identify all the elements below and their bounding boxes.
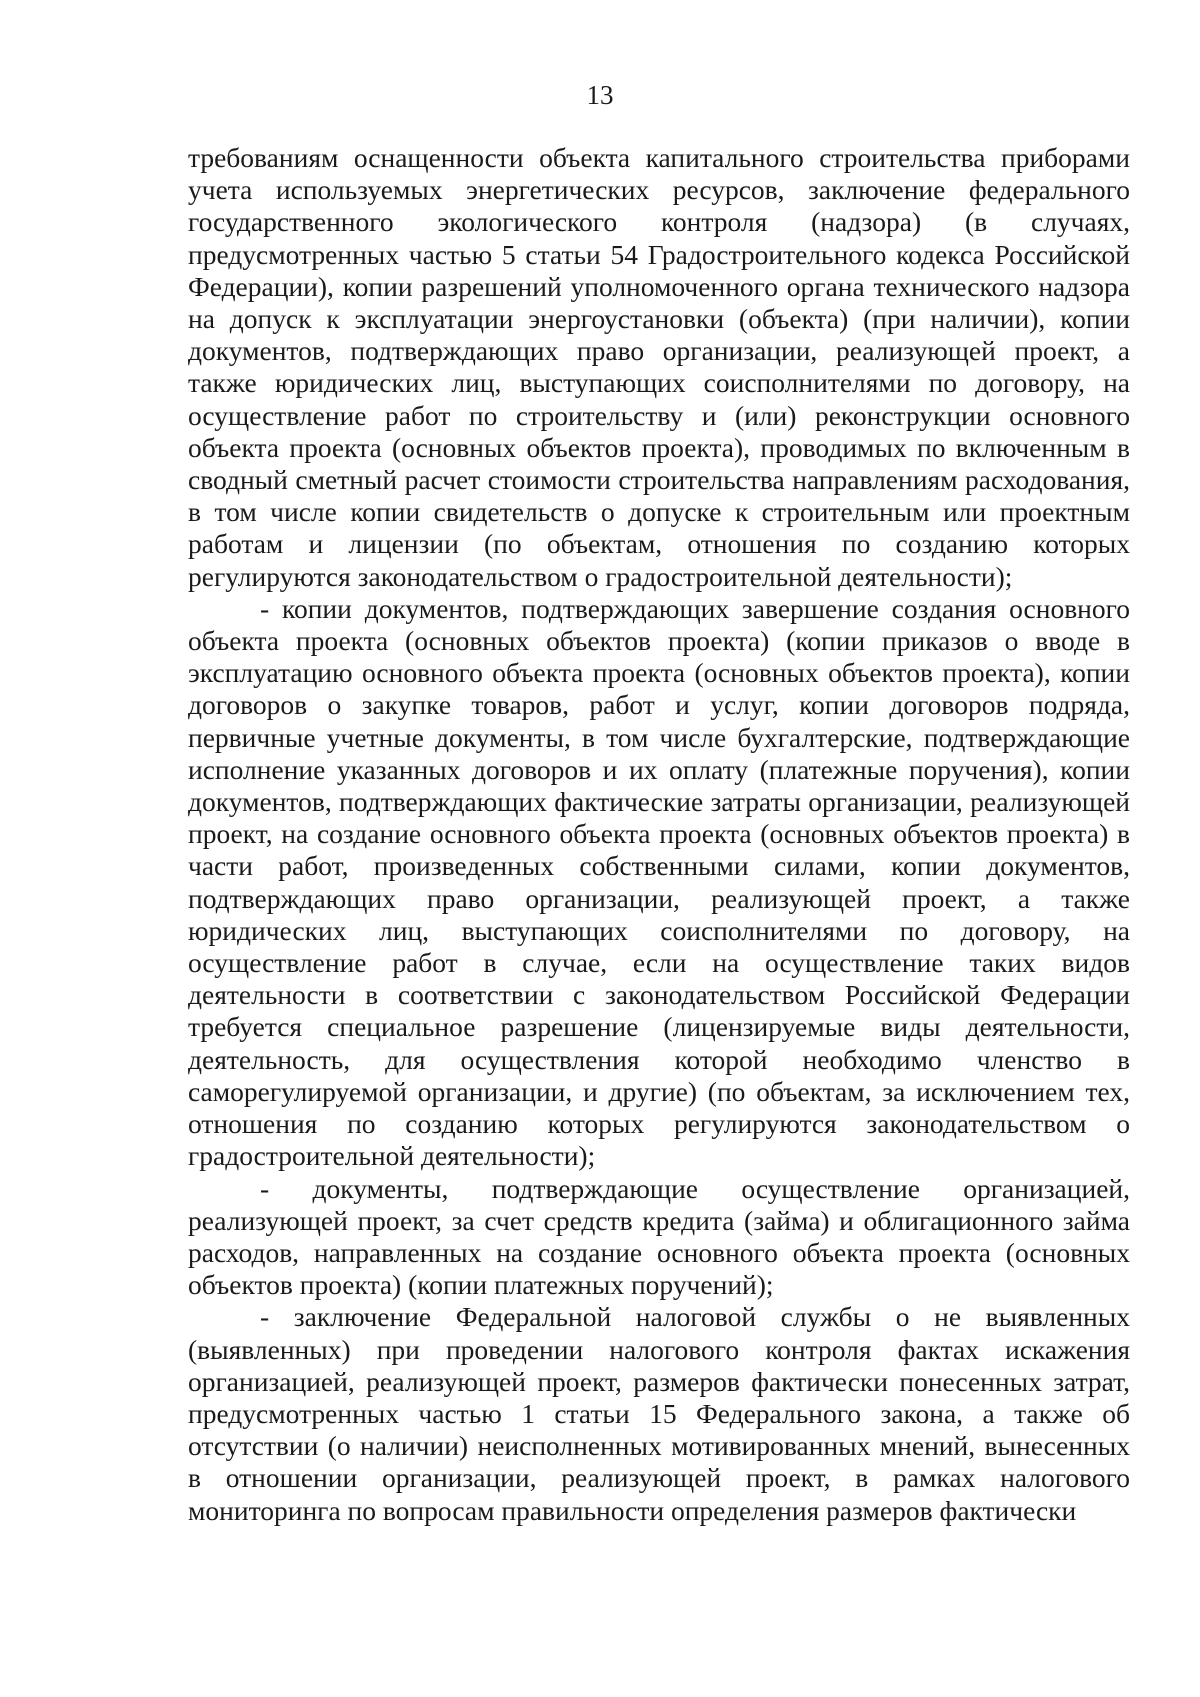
page-number: 13: [586, 80, 614, 110]
paragraph-tax-service-conclusion: - заключение Федеральной налоговой службы о не выявленных (выявленных) при проведении налогового контроля фактах искажения организацией, реализующей проект, размеров фактически понесенных затрат, предусмотренных частью 1 статьи 15 Федерального закона, а также об отсутствии (о наличии) неисполненных мотивированных мнений, вынесенных в отношении организации, реализующей проект, в рамках налогового мониторинга по вопросам правильности определения размеров фактически: [188, 1301, 1130, 1526]
paragraph-continuation: требованиям оснащенности объекта капитального строительства приборами учета используемых энергетических ресурсов, заключение федерального государственного экологического контроля (надзора) (в случаях, предусмотренных частью 5 статьи 54 Градостроительного кодекса Российской Федерации), копии разрешений уполномоченного органа технического надзора на допуск к эксплуатации энергоустановки (объекта) (при наличии), копии документов, подтверждающих право организации, реализующей проект, а также юридических лиц, выступающих соисполнителями по договору, на осуществление работ по строительству и (или) реконструкции основного объекта проекта (основных объектов проекта), проводимых по включенным в сводный сметный расчет стоимости строительства направлениям расходования, в том числе копии свидетельств о допуске к строительным или проектным работам и лицензии (по объектам, отношения по созданию которых регулируются законодательством о градостроительной деятельности);: [188, 142, 1130, 592]
paragraph-completion-documents: - копии документов, подтверждающих завершение создания основного объекта проекта (основных объектов проекта) (копии приказов о вводе в эксплуатацию основного объекта проекта (основных объектов проекта), копии договоров о закупке товаров, работ и услуг, копии договоров подряда, первичные учетные документы, в том числе бухгалтерские, подтверждающие исполнение указанных договоров и их оплату (платежные поручения), копии документов, подтверждающих фактические затраты организации, реализующей проект, на создание основного объекта проекта (основных объектов проекта) в части работ, произведенных собственными силами, копии документов, подтверждающих право организации, реализующей проект, а также юридических лиц, выступающих соисполнителями по договору, на осуществление работ в случае, если на осуществление таких видов деятельности в соответствии с законодательством Российской Федерации требуется специальное разрешение (лицензируемые виды деятельности, деятельность, для осуществления которой необходимо членство в саморегулируемой организации, и другие) (по объектам, за исключением тех, отношения по созданию которых регулируются законодательством о градостроительной деятельности);: [188, 592, 1130, 1172]
paragraph-credit-documents: - документы, подтверждающие осуществление организацией, реализующей проект, за счет средств кредита (займа) и облигационного займа расходов, направленных на создание основного объекта проекта (основных объектов проекта) (копии платежных поручений);: [188, 1172, 1130, 1301]
document-body: [188, 142, 1130, 1527]
